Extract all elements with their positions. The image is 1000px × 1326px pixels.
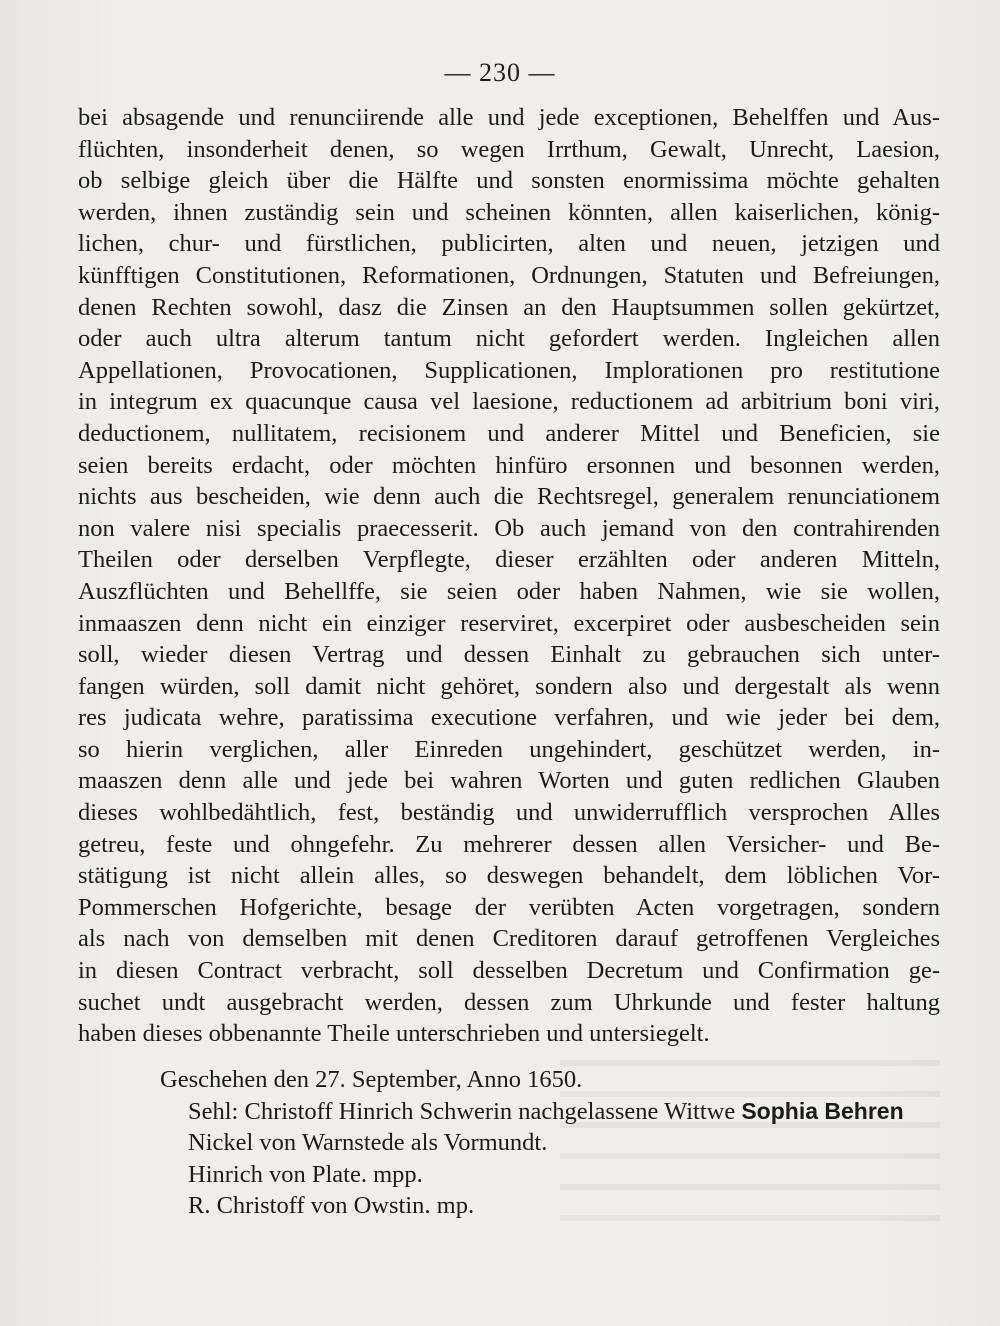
text-line: non valere nisi specialis praecesserit. Ob auch jemand von den contrahirenden [78,514,940,542]
text-line: fangen würden, soll damit nicht gehöret, sondern also und dergestalt als wenn [78,672,940,700]
text-line: maaszen denn alle und jede bei wahren Worten und guten redlichen Glauben [78,767,940,795]
signature-line-3: Hinrich von Plate. mpp. [188,1160,423,1188]
text-line: soll, wieder diesen Vertrag und dessen Einhalt zu gebrauchen sich unter- [78,641,940,669]
text-line: suchet undt ausgebracht werden, dessen zum Uhrkunde und fester haltung [78,988,940,1016]
text-line: so hierin verglichen, aller Einreden ungehindert, geschützet werden, in- [78,735,940,763]
text-line: ob selbige gleich über die Hälfte und sonsten enormissima möchte gehalten [78,167,940,195]
text-line: bei absagende und renunciirende alle und jede exceptionen, Behelffen und Aus- [78,104,940,131]
text-line: flüchten, insonderheit denen, so wegen Irrthum, Gewalt, Unrecht, Laesion, [78,135,940,163]
date-line: Geschehen den 27. September, Anno 1650. [160,1066,583,1093]
page-number: — 230 — [444,58,556,87]
signature-line-4: R. Christoff von Owstin. mp. [188,1192,475,1220]
text-line: lichen, chur- und fürstlichen, publicirten, alten und neuen, jetzigen und [78,230,940,258]
text-line: Auszflüchten und Behellffe, sie seien oder haben Nahmen, wie sie wollen, [78,577,940,605]
signature-block [78,1064,940,1222]
body-text [78,102,940,1050]
text-line: stätigung ist nicht allein alles, so deswegen behandelt, dem löblichen Vor- [78,862,940,890]
text-line: seien bereits erdacht, oder möchten hinfüro ersonnen und besonnen werden, [78,451,940,479]
signatory-name: Sophia Behren [741,1097,904,1124]
signature-line-1 [78,1096,940,1128]
text-line: als nach von demselben mit denen Creditoren darauf getroffenen Vergleiches [78,925,940,953]
signature-prefix: Sehl: Christoff Hinrich Schwerin nachgelassene Wittwe [188,1097,742,1125]
text-line: getreu, feste und ohngefehr. Zu mehrerer dessen allen Versicher- und Be- [78,830,940,858]
signature-line-2: Nickel von Warnstede als Vormundt. [188,1129,548,1157]
text-line: in integrum ex quacunque causa vel laesione, reductionem ad arbitrium boni viri, [78,388,940,416]
text-line: inmaaszen denn nicht ein einziger reserviret, excerpiret oder ausbescheiden sein [78,609,940,637]
text-line: künfftigen Constitutionen, Reformationen, Ordnungen, Statuten und Befreiungen, [78,261,940,289]
text-line: haben dieses obbenannte Theile unterschrieben und untersiegelt. [78,1020,710,1048]
text-line: nichts aus bescheiden, wie denn auch die Rechtsregel, generalem renunciationem [78,483,940,511]
text-line: res judicata wehre, paratissima executione verfahren, und wie jeder bei dem, [78,704,940,732]
text-line: Theilen oder derselben Verpflegte, dieser erzählten oder anderen Mitteln, [78,546,940,574]
text-line: werden, ihnen zuständig sein und scheinen könnten, allen kaiserlichen, könig- [78,198,940,226]
text-line: oder auch ultra alterum tantum nicht gefordert werden. Ingleichen allen [78,325,940,353]
text-line: Pommerschen Hofgerichte, besage der verübten Acten vorgetragen, sondern [78,893,940,921]
text-line: deductionem, nullitatem, recisionem und anderer Mittel und Beneficien, sie [78,419,940,447]
text-line: in diesen Contract verbracht, soll desselben Decretum und Confirmation ge- [78,957,940,985]
text-line: dieses wohlbedähtlich, fest, beständig und unwiderrufflich versprochen Alles [78,799,940,827]
text-line: Appellationen, Provocationen, Supplicationen, Implorationen pro restitutione [78,356,940,384]
text-line: denen Rechten sowohl, dasz die Zinsen an den Hauptsummen sollen gekürtzet, [78,293,940,321]
